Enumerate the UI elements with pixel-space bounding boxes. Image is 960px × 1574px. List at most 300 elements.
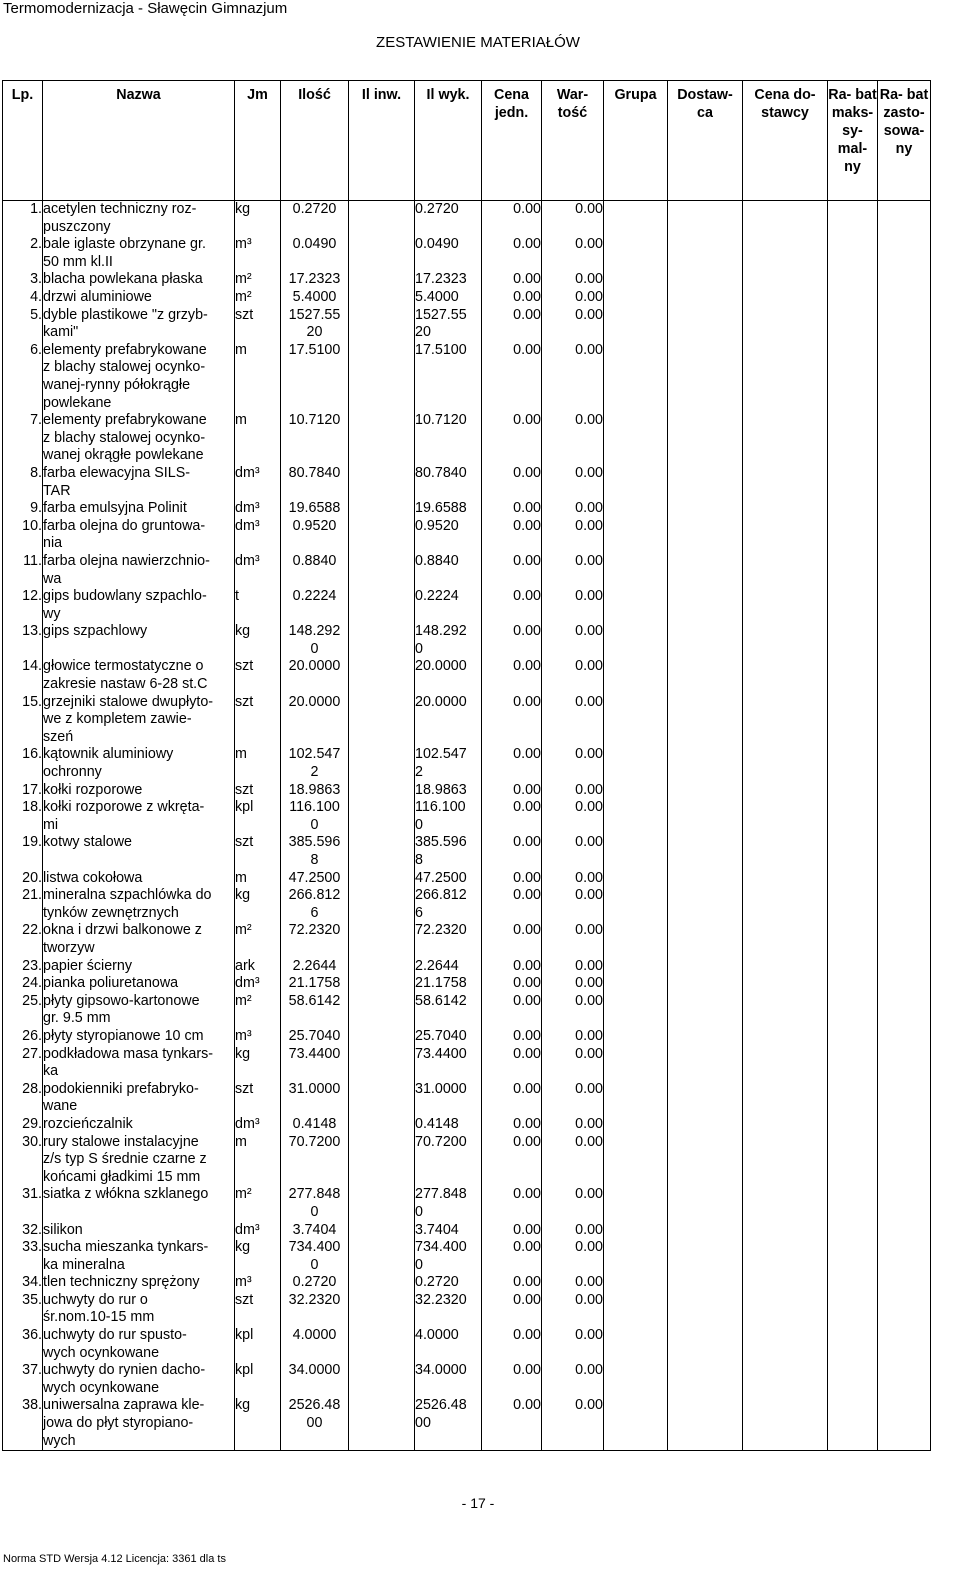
row-value: 0.00: [542, 1081, 604, 1116]
row-supplier: [668, 887, 743, 922]
row-supplier-price: [743, 1327, 828, 1362]
row-rabat-applied: [878, 1134, 931, 1187]
row-group: [604, 1274, 668, 1292]
row-il-wyk-line: 5.4000: [415, 288, 459, 305]
row-supplier: [668, 500, 743, 518]
row-rabat-max: [828, 1046, 878, 1081]
row-rabat-max: [828, 1362, 878, 1397]
row-il-wyk-line: 32.2320: [415, 1291, 467, 1308]
table-row: [3, 1274, 931, 1292]
row-rabat-max: [828, 958, 878, 976]
row-unit: ark: [235, 958, 281, 976]
row-name-line: gips budowlany szpachlo-: [43, 588, 207, 605]
row-quantity: [281, 1046, 349, 1081]
row-rabat-max: [828, 623, 878, 658]
table-row: [3, 799, 931, 834]
row-name-line: kołki rozporowe: [43, 781, 143, 798]
table-row: [3, 1222, 931, 1240]
row-rabat-max: [828, 236, 878, 271]
row-name-line: płyty gipsowo-kartonowe: [43, 992, 200, 1009]
row-il-wyk-line: 2.2644: [415, 957, 459, 974]
row-group: [604, 412, 668, 465]
row-value: 0.00: [542, 782, 604, 800]
row-il-wyk-line: 10.7120: [415, 412, 467, 429]
row-quantity: [281, 201, 349, 237]
row-quantity-line: 1527.55: [288, 306, 341, 323]
row-rabat-max: [828, 1274, 878, 1292]
row-unit-price: 0.00: [482, 746, 542, 781]
row-supplier: [668, 1327, 743, 1362]
row-supplier: [668, 236, 743, 271]
row-il-inw: [349, 1186, 415, 1221]
row-name-line: tynków zewnętrznych: [43, 904, 179, 921]
row-name: [43, 694, 235, 747]
row-il-inw: [349, 1116, 415, 1134]
table-row: [3, 782, 931, 800]
row-name-line: wych ocynkowane: [43, 1344, 160, 1361]
row-rabat-applied: [878, 342, 931, 412]
row-il-wyk: [415, 1116, 482, 1134]
row-unit: m²: [235, 271, 281, 289]
row-il-inw: [349, 623, 415, 658]
row-il-wyk-line: 3.7404: [415, 1221, 459, 1238]
row-group: [604, 975, 668, 993]
row-quantity-line: 00: [306, 1415, 323, 1432]
row-name: [43, 201, 235, 237]
row-supplier-price: [743, 342, 828, 412]
row-lp: 38.: [3, 1397, 43, 1450]
row-name: [43, 799, 235, 834]
table-row: [3, 518, 931, 553]
row-il-wyk: [415, 1222, 482, 1240]
row-supplier: [668, 782, 743, 800]
row-il-wyk-line: 0.2224: [415, 588, 459, 605]
row-unit-price: 0.00: [482, 870, 542, 888]
row-name: [43, 1327, 235, 1362]
col-header-il-inw: Il inw.: [349, 81, 415, 201]
row-supplier: [668, 1239, 743, 1274]
row-unit: szt: [235, 694, 281, 747]
row-supplier: [668, 799, 743, 834]
row-quantity: [281, 1292, 349, 1327]
row-rabat-applied: [878, 834, 931, 869]
row-supplier: [668, 1397, 743, 1450]
row-il-wyk: [415, 799, 482, 834]
row-supplier: [668, 518, 743, 553]
row-unit: szt: [235, 1081, 281, 1116]
row-quantity: [281, 1397, 349, 1450]
row-unit-price: 0.00: [482, 1116, 542, 1134]
row-name-line: kołki rozporowe z wkręta-: [43, 799, 205, 816]
table-row: [3, 1081, 931, 1116]
table-row: [3, 1028, 931, 1046]
row-quantity-line: 2: [310, 764, 319, 781]
row-value: 0.00: [542, 746, 604, 781]
row-rabat-applied: [878, 799, 931, 834]
row-name-line: bale iglaste obrzynane gr.: [43, 236, 206, 253]
row-il-wyk-line: 266.812: [415, 887, 467, 904]
table-row: [3, 307, 931, 342]
row-name-line: powlekane: [43, 394, 112, 411]
row-il-wyk-line: 102.547: [415, 746, 467, 763]
row-il-inw: [349, 958, 415, 976]
row-supplier: [668, 623, 743, 658]
row-quantity-line: 58.6142: [288, 992, 341, 1009]
row-il-inw: [349, 1046, 415, 1081]
row-unit-price: 0.00: [482, 1239, 542, 1274]
row-il-inw: [349, 1397, 415, 1450]
row-name-line: podkładowa masa tynkars-: [43, 1045, 214, 1062]
row-name: [43, 1186, 235, 1221]
row-unit-price: 0.00: [482, 553, 542, 588]
row-value: 0.00: [542, 1046, 604, 1081]
row-name: [43, 1397, 235, 1450]
row-name-line: wych ocynkowane: [43, 1379, 160, 1396]
row-supplier: [668, 412, 743, 465]
row-value: 0.00: [542, 500, 604, 518]
row-group: [604, 553, 668, 588]
row-il-wyk-line: 17.5100: [415, 341, 467, 358]
row-value: 0.00: [542, 1292, 604, 1327]
row-quantity-line: 385.596: [288, 834, 341, 851]
row-il-inw: [349, 342, 415, 412]
row-value: 0.00: [542, 236, 604, 271]
row-group: [604, 518, 668, 553]
table-row: [3, 465, 931, 500]
row-supplier: [668, 1222, 743, 1240]
row-lp: 33.: [3, 1239, 43, 1274]
row-il-inw: [349, 271, 415, 289]
row-rabat-applied: [878, 782, 931, 800]
row-group: [604, 1362, 668, 1397]
row-lp: 7.: [3, 412, 43, 465]
row-group: [604, 1239, 668, 1274]
row-il-wyk-line: 2: [415, 764, 423, 781]
row-value: 0.00: [542, 922, 604, 957]
row-rabat-max: [828, 289, 878, 307]
row-quantity: [281, 782, 349, 800]
row-lp: 12.: [3, 588, 43, 623]
row-quantity: [281, 694, 349, 747]
row-quantity: [281, 271, 349, 289]
row-unit: m: [235, 870, 281, 888]
row-il-wyk: [415, 588, 482, 623]
row-group: [604, 887, 668, 922]
row-quantity-line: 0: [310, 1256, 319, 1273]
row-unit-price: 0.00: [482, 1397, 542, 1450]
row-lp: 2.: [3, 236, 43, 271]
row-supplier: [668, 1134, 743, 1187]
row-group: [604, 236, 668, 271]
row-supplier-price: [743, 1397, 828, 1450]
row-name-line: TAR: [43, 482, 71, 499]
row-lp: 27.: [3, 1046, 43, 1081]
row-supplier-price: [743, 271, 828, 289]
row-quantity: [281, 799, 349, 834]
row-il-wyk: [415, 1046, 482, 1081]
row-name: [43, 518, 235, 553]
row-value: 0.00: [542, 465, 604, 500]
row-quantity-line: 80.7840: [288, 464, 341, 481]
row-il-inw: [349, 1239, 415, 1274]
row-il-inw: [349, 518, 415, 553]
row-rabat-applied: [878, 500, 931, 518]
row-il-wyk-line: 0.4148: [415, 1115, 459, 1132]
row-supplier: [668, 1186, 743, 1221]
row-il-wyk: [415, 975, 482, 993]
row-supplier-price: [743, 958, 828, 976]
row-unit-price: 0.00: [482, 1274, 542, 1292]
row-il-wyk: [415, 887, 482, 922]
row-il-wyk: [415, 412, 482, 465]
row-lp: 1.: [3, 201, 43, 237]
row-quantity: [281, 922, 349, 957]
row-rabat-applied: [878, 518, 931, 553]
row-name-line: jowa do płyt styropiano-: [43, 1415, 194, 1432]
col-header-rabat-zast: Ra- bat zasto- sowa- ny: [878, 81, 931, 201]
row-name-line: wy: [43, 605, 61, 622]
row-supplier-price: [743, 887, 828, 922]
row-name-line: wych: [43, 1432, 76, 1449]
row-name: [43, 623, 235, 658]
row-name: [43, 588, 235, 623]
row-il-inw: [349, 201, 415, 237]
row-group: [604, 588, 668, 623]
page-title: ZESTAWIENIE MATERIAŁÓW: [376, 34, 580, 51]
col-header-nazwa: Nazwa: [43, 81, 235, 201]
row-quantity: [281, 518, 349, 553]
row-supplier-price: [743, 412, 828, 465]
row-unit: dm³: [235, 975, 281, 993]
row-supplier-price: [743, 870, 828, 888]
row-quantity: [281, 500, 349, 518]
table-row: [3, 1134, 931, 1187]
row-group: [604, 1028, 668, 1046]
row-name-line: farba olejna nawierzchnio-: [43, 552, 210, 569]
row-name-line: kami": [43, 324, 79, 341]
row-quantity: [281, 746, 349, 781]
row-quantity-line: 0.8840: [292, 552, 337, 569]
row-il-inw: [349, 500, 415, 518]
row-quantity-line: 5.4000: [292, 288, 337, 305]
row-group: [604, 289, 668, 307]
row-rabat-applied: [878, 975, 931, 993]
row-rabat-applied: [878, 236, 931, 271]
row-rabat-max: [828, 834, 878, 869]
row-supplier-price: [743, 623, 828, 658]
row-unit: szt: [235, 834, 281, 869]
row-unit: m³: [235, 1274, 281, 1292]
row-name-line: z blachy stalowej ocynko-: [43, 359, 206, 376]
row-quantity-line: 266.812: [288, 887, 341, 904]
row-value: 0.00: [542, 289, 604, 307]
row-name: [43, 834, 235, 869]
row-value: 0.00: [542, 1134, 604, 1187]
row-group: [604, 993, 668, 1028]
row-unit-price: 0.00: [482, 518, 542, 553]
row-unit: dm³: [235, 500, 281, 518]
row-name-line: z/s typ S średnie czarne z: [43, 1151, 207, 1168]
row-il-wyk: [415, 694, 482, 747]
row-il-wyk: [415, 658, 482, 693]
row-rabat-max: [828, 1239, 878, 1274]
row-name-line: rury stalowe instalacyjne: [43, 1133, 199, 1150]
row-il-wyk: [415, 993, 482, 1028]
row-group: [604, 799, 668, 834]
row-unit-price: 0.00: [482, 922, 542, 957]
row-quantity-line: 10.7120: [288, 412, 341, 429]
row-quantity-line: 17.5100: [288, 341, 341, 358]
row-il-wyk-line: 148.292: [415, 623, 467, 640]
row-unit: dm³: [235, 465, 281, 500]
row-unit-price: 0.00: [482, 975, 542, 993]
row-il-wyk-line: 116.100: [415, 799, 466, 816]
row-name-line: wanej okrągłe powlekane: [43, 447, 204, 464]
row-il-wyk: [415, 1028, 482, 1046]
row-il-inw: [349, 412, 415, 465]
row-value: 0.00: [542, 993, 604, 1028]
row-value: 0.00: [542, 1327, 604, 1362]
row-il-wyk-line: 0: [415, 1256, 423, 1273]
row-quantity: [281, 1186, 349, 1221]
row-name: [43, 465, 235, 500]
row-il-wyk: [415, 271, 482, 289]
row-il-wyk: [415, 623, 482, 658]
row-il-inw: [349, 658, 415, 693]
row-value: 0.00: [542, 623, 604, 658]
row-supplier-price: [743, 694, 828, 747]
row-rabat-applied: [878, 887, 931, 922]
page-number: - 17 -: [461, 1495, 495, 1511]
table-header-row: [3, 81, 931, 201]
row-supplier: [668, 922, 743, 957]
row-name-line: gips szpachlowy: [43, 623, 148, 640]
row-supplier-price: [743, 553, 828, 588]
row-supplier-price: [743, 975, 828, 993]
row-name-line: elementy prefabrykowane: [43, 412, 207, 429]
row-il-wyk-line: 0.2720: [415, 201, 459, 217]
row-value: 0.00: [542, 1362, 604, 1397]
row-supplier: [668, 553, 743, 588]
row-quantity-line: 34.0000: [288, 1362, 341, 1379]
row-value: 0.00: [542, 518, 604, 553]
row-quantity: [281, 958, 349, 976]
row-rabat-max: [828, 658, 878, 693]
row-il-wyk: [415, 1362, 482, 1397]
row-il-inw: [349, 993, 415, 1028]
row-il-inw: [349, 1362, 415, 1397]
row-il-wyk: [415, 1186, 482, 1221]
row-unit-price: 0.00: [482, 1046, 542, 1081]
table-row: [3, 342, 931, 412]
row-unit-price: 0.00: [482, 1222, 542, 1240]
row-il-wyk-line: 8: [415, 852, 423, 869]
row-il-inw: [349, 1028, 415, 1046]
row-group: [604, 1116, 668, 1134]
row-lp: 16.: [3, 746, 43, 781]
row-il-wyk-line: 72.2320: [415, 922, 467, 939]
row-unit: m²: [235, 289, 281, 307]
row-rabat-max: [828, 271, 878, 289]
row-group: [604, 1081, 668, 1116]
row-unit: kpl: [235, 799, 281, 834]
row-rabat-max: [828, 922, 878, 957]
row-lp: 17.: [3, 782, 43, 800]
row-lp: 28.: [3, 1081, 43, 1116]
row-rabat-applied: [878, 412, 931, 465]
row-il-inw: [349, 834, 415, 869]
row-name: [43, 975, 235, 993]
row-il-wyk-line: 0.9520: [415, 517, 459, 534]
row-il-wyk-line: 1527.55: [415, 306, 467, 323]
row-il-wyk: [415, 1239, 482, 1274]
row-unit-price: 0.00: [482, 887, 542, 922]
row-il-inw: [349, 1274, 415, 1292]
row-supplier-price: [743, 1116, 828, 1134]
row-value: 0.00: [542, 799, 604, 834]
row-il-wyk: [415, 746, 482, 781]
row-supplier-price: [743, 518, 828, 553]
row-quantity-line: 32.2320: [288, 1291, 341, 1308]
row-supplier-price: [743, 799, 828, 834]
table-row: [3, 271, 931, 289]
row-il-wyk: [415, 236, 482, 271]
row-rabat-applied: [878, 465, 931, 500]
row-unit-price: 0.00: [482, 1292, 542, 1327]
table-row: [3, 553, 931, 588]
row-supplier: [668, 1292, 743, 1327]
row-supplier-price: [743, 201, 828, 237]
row-name: [43, 1081, 235, 1116]
col-header-grupa: Grupa: [604, 81, 668, 201]
row-name: [43, 553, 235, 588]
row-il-wyk-line: 0: [415, 816, 423, 833]
row-supplier-price: [743, 922, 828, 957]
row-lp: 3.: [3, 271, 43, 289]
row-unit: kg: [235, 887, 281, 922]
row-unit: m²: [235, 993, 281, 1028]
row-supplier-price: [743, 1362, 828, 1397]
row-unit-price: 0.00: [482, 271, 542, 289]
row-il-wyk-line: 6: [415, 904, 423, 921]
row-quantity: [281, 342, 349, 412]
row-il-inw: [349, 1134, 415, 1187]
row-quantity-line: 17.2323: [288, 271, 341, 288]
row-supplier-price: [743, 746, 828, 781]
row-il-wyk: [415, 870, 482, 888]
row-name-line: drzwi aluminiowe: [43, 288, 152, 305]
row-name: [43, 1292, 235, 1327]
row-supplier: [668, 588, 743, 623]
row-group: [604, 694, 668, 747]
table-row: [3, 1397, 931, 1450]
row-quantity: [281, 1081, 349, 1116]
row-quantity-line: 6: [310, 904, 319, 921]
row-quantity-line: 0.2224: [292, 588, 337, 605]
row-value: 0.00: [542, 1239, 604, 1274]
row-supplier: [668, 342, 743, 412]
row-name-line: ochronny: [43, 764, 102, 781]
row-quantity-line: 0: [310, 640, 319, 657]
row-unit: kpl: [235, 1327, 281, 1362]
row-name: [43, 1116, 235, 1134]
row-quantity: [281, 993, 349, 1028]
row-supplier-price: [743, 1081, 828, 1116]
row-supplier-price: [743, 1134, 828, 1187]
row-name: [43, 342, 235, 412]
row-il-wyk-line: 2526.48: [415, 1397, 467, 1414]
row-unit: kpl: [235, 1362, 281, 1397]
